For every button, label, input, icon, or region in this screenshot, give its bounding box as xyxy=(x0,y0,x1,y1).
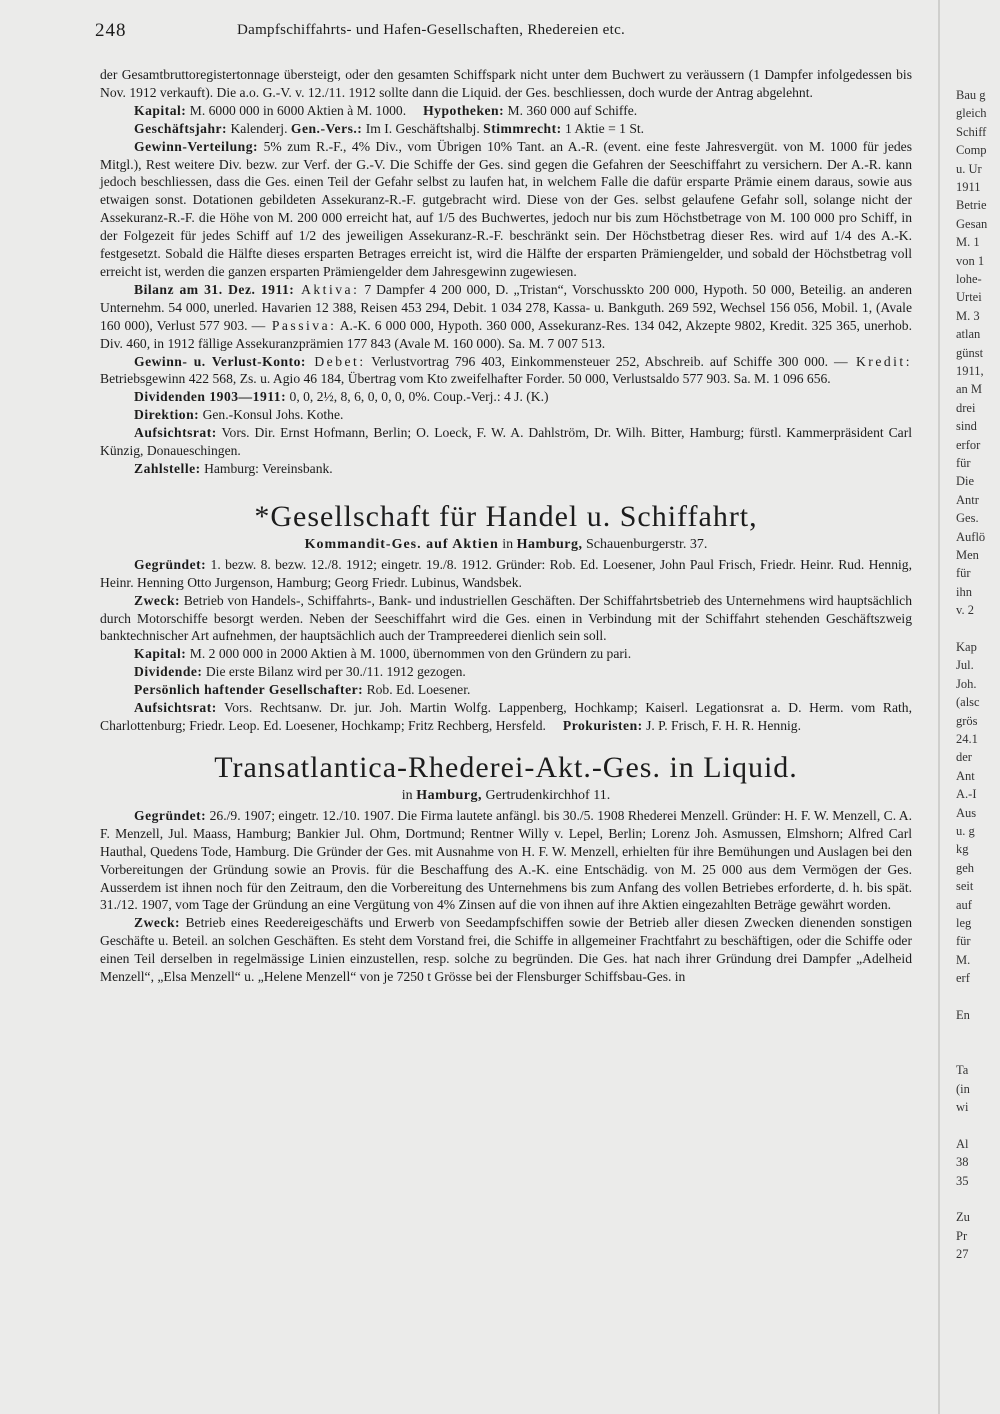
handel-zweck: Zweck: Betrieb von Handels-, Schiffahrts-, Bank- und industriellen Geschäften. Der Schiffahrtsbetrieb des Unternehmens wird hauptsächlich durch Motorschiffe besorgt werden. Neben der Seeschiffahrt wird die Ges. einen in Verbindung mit der Schiffahrt stehenden Geschäftszweig banktechnischer Art aufnehmen, der hauptsächlich auch der Trampreederei dienlich sein soll. xyxy=(100,592,912,644)
fragment-line: 1911 xyxy=(956,180,981,194)
fragment-line: wi xyxy=(956,1100,969,1114)
fragment-line: Urtei xyxy=(956,290,982,305)
prev-entry-aufsichtsrat: Aufsichtsrat: Vors. Dir. Ernst Hofmann, Berlin; O. Loeck, F. W. A. Dahlström, Dr. Wilh. Bitter, Hamburg; fürstl. Kammerpräsident Carl Künzig, Donaueschingen. xyxy=(100,425,912,459)
prev-entry-bilanz: Bilanz am 31. Dez. 1911: Aktiva: 7 Dampfer 4 200 000, D. „Tristan“, Vorschusskto 200 000, Hypoth. 50 000, Beteilig. an anderen Unternehm. 54 000, unerled. Havarien 12 388, Reisen 453 294, Debit. 1 034 278, Kassa- u. Bankguth. 269 592, Wechsel 156 056, Mobil. 1, (Avale 160 000), Verlust 577 903. — Passiva: A.-K. 6 000 000, Hypoth. 360 000, Assekuranz-Res. 134 042, Akzepte 9802, Kredit. 325 365, unerhob. Div. 460, in 1912 fällige Assekuranzprämien 177 843 (Avale M. 160 000). Sa. M. 7 007 513. xyxy=(100,281,912,351)
fragment-line: günst xyxy=(956,345,984,360)
entry-subtitle-handel-schiffahrt: Kommandit-Ges. auf Aktien in Hamburg, Schauenburgerstr. 37. xyxy=(304,536,708,552)
adjacent-page-fragment xyxy=(954,88,1000,1414)
fragment-line: Zu xyxy=(956,1210,970,1225)
fragment-line: (alsc xyxy=(956,695,980,710)
fragment-line: atlan xyxy=(956,327,981,342)
fragment-line: gleich xyxy=(956,106,987,121)
fragment-line: u. g xyxy=(956,824,975,838)
fragment-line: v. 2 xyxy=(956,603,974,618)
fragment-line: Schiff xyxy=(956,124,987,139)
fragment-line: Pr xyxy=(956,1228,968,1243)
main-column xyxy=(100,66,912,986)
prev-entry-direktion: Direktion: Gen.-Konsul Johs. Kothe. xyxy=(134,407,344,423)
fragment-line: von 1 xyxy=(956,253,985,268)
fragment-line: für xyxy=(956,566,971,581)
fragment-line: Kap xyxy=(956,640,977,654)
fragment-line: 27 xyxy=(956,1247,969,1262)
entry-subtitle-transatlantica: in Hamburg, Gertrudenkirchhof 11. xyxy=(401,787,611,803)
fragment-line: leg xyxy=(956,916,972,930)
fragment-line: grös xyxy=(956,713,978,728)
fragment-line: M. 3 xyxy=(956,308,980,323)
fragment-line: Ant xyxy=(956,768,975,783)
fragment-line: M. xyxy=(956,952,971,967)
fragment-line: Antr xyxy=(956,492,979,507)
transatlantica-zweck: Zweck: Betrieb eines Reedereigeschäfts und Erwerb von Seedampfschiffen sowie der Betrieb aller diesen Zwecken dienenden sonstigen Geschäfte u. Beteil. an solchen Geschäften. Es steht dem Vorstand frei, die Schiffe in allgemeiner Frachtfahrt zu beschäftigen, oder die Schiffe oder einen Teil derselben in regelmässige Linien einzustellen, resp. solche zu begründen. Die Ges. hat nach ihrer Gründung drei Dampfer „Adelheid Menzell“, „Elsa Menzell“ u. „Helene Menzell“ von je 7250 t Grösse bei der Flensburger Schiffsbau-Ges. in xyxy=(100,915,912,985)
fragment-line: 35 xyxy=(956,1173,969,1188)
fragment-line: u. Ur xyxy=(956,161,982,176)
prev-entry-dividenden: Dividenden 1903—1911: 0, 0, 2½, 8, 6, 0, 0, 0, 0%. Coup.-Verj.: 4 J. (K.) xyxy=(134,389,549,405)
fragment-line: 38 xyxy=(956,1155,969,1170)
fragment-line: drei xyxy=(956,400,976,415)
fragment-line: Aus xyxy=(956,805,977,820)
fragment-line: En xyxy=(956,1008,970,1022)
running-head: Dampfschiffahrts- und Hafen-Gesellschaften, Rhedereien etc. xyxy=(237,22,626,38)
page-number: 248 xyxy=(95,20,127,41)
fragment-line: der xyxy=(956,750,972,765)
fragment-line: Auflö xyxy=(956,529,986,544)
fragment-line: Joh. xyxy=(956,676,977,691)
prev-entry-intro: der Gesamtbruttoregistertonnage übersteigt, oder den gesamten Schiffspark nicht unter dem Buchwert zu veräussern (1 Dampfer infolgedessen bis Nov. 1912 verkauft). Die a.o. G.-V. v. 12./11. 1912 sollte dann die Liquid. der Ges. beschliessen, doch wurde der Antrag abgelehnt. xyxy=(100,67,912,100)
fragment-line: Bau g xyxy=(956,88,986,102)
fragment-line: für xyxy=(956,456,971,470)
handel-aufsichtsrat: Aufsichtsrat: Vors. Rechtsanw. Dr. jur. Joh. Martin Wolfg. Lappenberg, Hochkamp; Kaiserl. Legationsrat a. D. Herm. vom Rath, Charlottenburg; Friedr. Leop. Ed. Loesener, Hochkamp; Fritz Rechberg, Hersfeld. Prokuristen: J. P. Frisch, F. H. R. Hennig. xyxy=(100,700,912,733)
fragment-line: Jul. xyxy=(956,658,974,673)
fragment-line: an M xyxy=(956,382,983,397)
fragment-line: seit xyxy=(956,879,974,894)
fragment-line: sind xyxy=(956,419,977,434)
fragment-line: geh xyxy=(956,860,975,875)
handel-kapital: Kapital: M. 2 000 000 in 2000 Aktien à M. 1000, übernommen von den Gründern zu pari. xyxy=(134,646,632,662)
fragment-line: M. 1 xyxy=(956,235,980,250)
fragment-line: Ta xyxy=(956,1063,969,1078)
transatlantica-gegruendet: Gegründet: 26./9. 1907; eingetr. 12./10. 1907. Die Firma lautete anfängl. bis 30./5. 1908 Rhederei Menzell. Gründer: H. F. W. Menzell, C. A. F. Menzell, Jul. Maass, Hamburg; Bankier Jul. Ohm, Dortmund; Rentner Willy v. Lepel, Berlin; Lorenz Joh. Asmussen, Elmshorn; Alfred Carl Hauthal, Quedens Tode, Hamburg. Die Gründer der Ges. mit Ausnahme von H. F. W. Menzell, erhielten für ihre Bemühungen und Auslagen bei den Vorbereitungen der Gründung sowie an Provis. für die Beschaffung des A.-K. eine Entschädig. von M. 25 000 aus dem Vermögen der Ges. Ausserdem ist ihnen noch für den Zeitraum, den die Vorbereitung des Unternehmens bis zum Anfang des vollen Betriebes erforderte, d. h. bis spät. 31./12. 1907, vom Tage der Gründung an eine Vergütung von 4% Zinsen auf die von ihnen auf ihre Aktien eingezahlten Beträge gewährt worden. xyxy=(100,807,912,913)
prev-entry-guv: Gewinn- u. Verlust-Konto: Debet: Verlustvortrag 796 403, Einkommensteuer 252, Abschreib. auf Schiffe 300 000. — Kredit: Betriebsgewinn 422 568, Zs. u. Agio 46 184, Übertrag vom Kto zweifelhafter Forder. 50 000, Verlustsaldo 577 903. Sa. M. 1 096 656. xyxy=(100,353,912,387)
fragment-line: Al xyxy=(956,1136,969,1151)
fragment-line: 1911, xyxy=(956,364,984,378)
fragment-line: Comp xyxy=(956,143,987,158)
page-edge-shadow xyxy=(938,0,940,1414)
prev-entry-zahlstelle: Zahlstelle: Hamburg: Vereinsbank. xyxy=(134,460,333,476)
prev-entry-geschaeftsjahr: Geschäftsjahr: Kalenderj. Gen.-Vers.: Im I. Geschäftshalbj. Stimmrecht: 1 Aktie = 1 St. xyxy=(134,120,645,136)
fragment-line: Die xyxy=(956,474,975,489)
fragment-line: lohe- xyxy=(956,272,982,286)
prev-entry-kapital: Kapital: M. 6000 000 in 6000 Aktien à M. 1000. Hypotheken: M. 360 000 auf Schiffe. xyxy=(134,102,638,118)
fragment-line: Gesan xyxy=(956,216,988,231)
fragment-line: auf xyxy=(956,897,972,912)
entry-title-handel-schiffahrt: *Gesellschaft für Handel u. Schiffahrt, xyxy=(254,499,758,533)
handel-gegruendet: Gegründet: 1. bezw. 8. bezw. 12./8. 1912; eingetr. 19./8. 1912. Gründer: Rob. Ed. Loesener, John Paul Frisch, Friedr. Heinr. Rud. Hennig, Heinr. Henning Otto Jurgenson, Hamburg; Georg Friedr. Lubinus, Wandsbek. xyxy=(100,556,912,590)
handel-gesellschafter: Persönlich haftender Gesellschafter: Rob. Ed. Loesener. xyxy=(134,682,471,698)
fragment-line: für xyxy=(956,934,971,949)
fragment-line: ihn xyxy=(956,584,972,599)
page-header xyxy=(95,20,915,48)
fragment-line: erf xyxy=(956,971,970,986)
fragment-line: A.-I xyxy=(956,787,977,802)
fragment-line: kg xyxy=(956,842,969,857)
fragment-line: 24.1 xyxy=(956,732,978,746)
handel-dividende: Dividende: Die erste Bilanz wird per 30./11. 1912 gezogen. xyxy=(134,664,466,680)
entry-title-transatlantica: Transatlantica-Rhederei-Akt.-Ges. in Liquid. xyxy=(214,750,798,784)
fragment-line: Betrie xyxy=(956,198,987,213)
prev-entry-gewinn-verteilung: Gewinn-Verteilung: 5% zum R.-F., 4% Div., vom Übrigen 10% Tant. an A.-R. (event. eine feste Jahresvergüt. von M. 1000 für jedes Mitgl.), Rest weitere Div. bezw. zur Verf. der G.-V. Die Schiffe der Ges. sind gegen die Gefahren der Seeschiffahrt zu versichern. Der A.-R. kann jedoch beschliessen, dass die Ges. einen Teil der Gefahr selbst zu laufen hat, in welchem Falle die dafür ersparte Prämie einem daraus, sowie aus etwaigen sonst. Dotationen gebildeten Assekuranz-R.-F. gutgebracht wird. Diese von der Ges. selbst gelaufene Gefahr soll, solange nicht der Assekuranz-R.-F. die Höhe von M. 200 000 erreicht hat, auf 1/5 des Buchwertes, jedoch nur bis zum Höchstbetrage von M. 100 000 pro Schiff, in der Folgezeit für jedes Schiff auf 1/2 des jeweiligen Assekuranz-R.-F. beschränkt sein. Der Höchstbetrag dieser Res. wird auf 1/4 des A.-K. festgesetzt. Sobald die Hälfte dieses ersparten Betrages erreicht ist, wird die Hälfte der ersparten Prämiengelder, und sobald der Höchstbetrag voll erreicht ist, werden die ganzen ersparten Prämiengelder dem Jahresgewinn zugewiesen. xyxy=(100,138,912,279)
fragment-line: erfor xyxy=(956,437,981,452)
fragment-line: Ges. xyxy=(956,511,979,526)
fragment-line: Men xyxy=(956,548,979,562)
fragment-line: (in xyxy=(956,1081,970,1096)
